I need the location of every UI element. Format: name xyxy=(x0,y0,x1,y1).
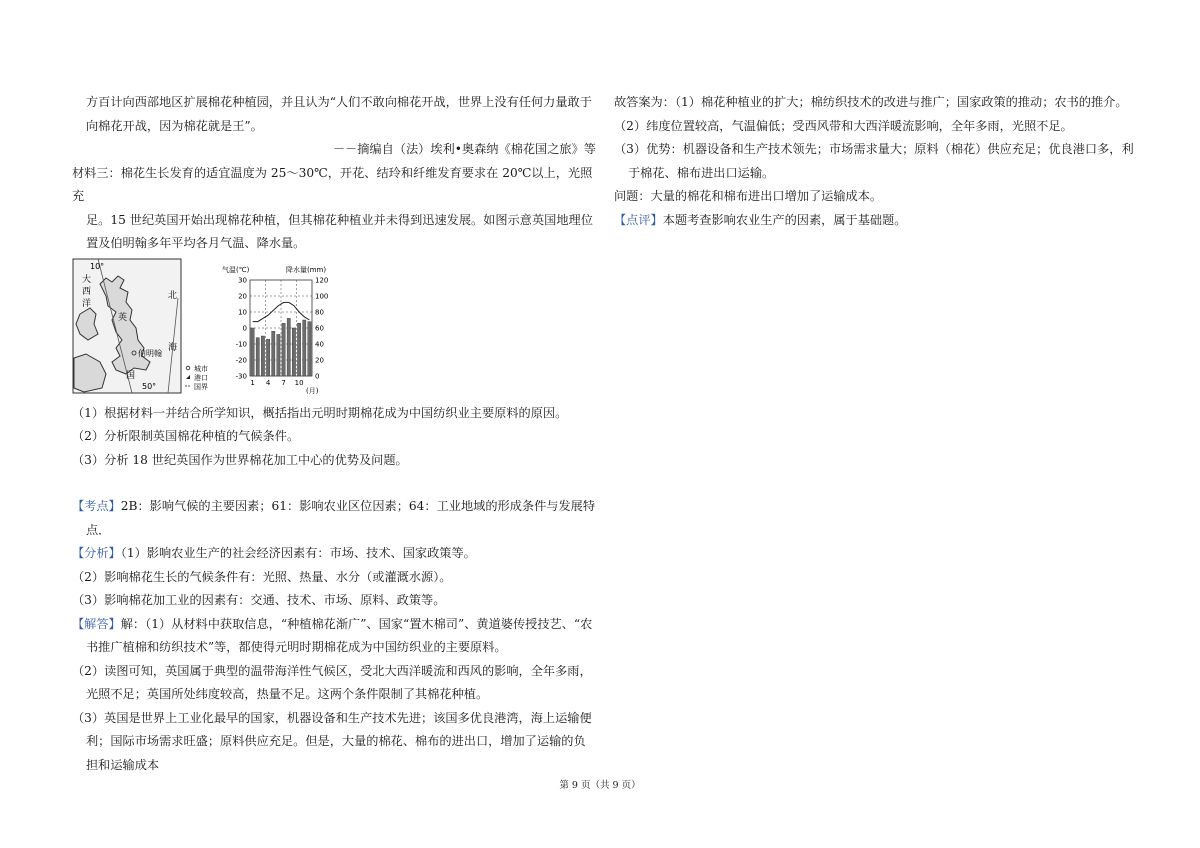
precipitation-bar xyxy=(272,331,275,376)
material-2-tail: 方百计向西部地区扩展棉花种植园，并且认为“人们不敢向棉花开战，世界上没有任何力量敢于 xyxy=(86,95,592,109)
y-tick-label-left: 0 xyxy=(242,324,247,332)
answer-3a: （3）优势：机器设备和生产技术领先；市场需求量大；原料（棉花）供应充足；优良港口多，利 xyxy=(614,142,1134,156)
precipitation-bar xyxy=(303,320,306,376)
y-axis-label-right: 降水量(mm) xyxy=(286,265,327,274)
legend-city: 城市 xyxy=(194,364,208,373)
x-tick-label: 10 xyxy=(294,378,304,387)
jieda-text-1a: 解：（1）从材料中获取信息，“种植棉花渐广”、国家“置木棉司”、黄道婆传授技艺、“农 xyxy=(120,616,593,631)
jieda-3b: 利；国际市场需求旺盛；原料供应充足。但是，大量的棉花、棉布的进出口，增加了运输的负 xyxy=(86,734,586,748)
source-citation: －－摘编自（法）埃利•奥森纳《棉花国之旅》等 xyxy=(332,142,596,156)
x-tick-label: 4 xyxy=(265,378,271,387)
jieda-2a: （2）读图可知，英国属于典型的温带海洋性气候区，受北大西洋暖流和西风的影响，全年多雨， xyxy=(72,663,592,678)
page-footer: 第 9 页（共 9 页） xyxy=(559,780,641,791)
material-2-tail-line2: 向棉花开战，因为棉花就是王”。 xyxy=(86,118,263,133)
x-tick-label: 1 xyxy=(250,378,255,387)
kaodian-line1 xyxy=(72,495,596,519)
legend-port: 港口 xyxy=(194,373,208,382)
country-label-2: 国 xyxy=(126,370,136,381)
y-tick-label-left: -10 xyxy=(235,340,247,348)
sea-label-west-3: 洋 xyxy=(82,298,92,309)
climate-chart xyxy=(220,258,420,396)
precipitation-bar xyxy=(308,321,311,375)
sea-label-east: 海 xyxy=(168,342,178,353)
precipitation-bar xyxy=(256,337,259,375)
precipitation-bar xyxy=(266,339,269,376)
kaodian-line2: 点． xyxy=(86,522,111,537)
fenxi-text-1: （1）影响农业生产的社会经济因素有：市场、技术、国家政策等。 xyxy=(120,546,476,560)
country-label-1: 英 xyxy=(118,312,128,323)
precipitation-bar xyxy=(277,334,280,376)
question-1: （1）根据材料一并结合所学知识，概括指出元明时期棉花成为中国纺织业主要原料的原因。 xyxy=(72,405,568,420)
legend-port-icon xyxy=(186,375,190,379)
y-tick-label-right: 40 xyxy=(315,340,324,348)
kaodian-text: 2B：影响气候的主要因素；61：影响农业区位因素；64：工业地域的形成条件与发展特 xyxy=(120,499,596,513)
y-tick-label-right: 20 xyxy=(315,356,324,364)
y-tick-label-right: 60 xyxy=(315,324,324,332)
question-3: （3）分析 18 世纪英国作为世界棉花加工中心的优势及问题。 xyxy=(72,452,408,467)
precipitation-bar xyxy=(261,336,264,376)
longitude-label-top: 10° xyxy=(90,261,105,271)
legend-border: 国界 xyxy=(194,382,208,391)
legend-city-icon xyxy=(186,366,190,370)
answer-4: 问题：大量的棉花和棉布进出口增加了运输成本。 xyxy=(614,189,883,203)
sea-label-west-2: 西 xyxy=(82,286,92,297)
y-tick-label-right: 100 xyxy=(315,292,329,300)
y-tick-label-left: 20 xyxy=(238,292,247,300)
sea-label-west-1: 大 xyxy=(82,274,92,285)
jieda-tag: 【解答】 xyxy=(72,616,121,631)
material-3-line3: 置及伯明翰多年平均各月气温、降水量。 xyxy=(86,236,306,250)
precipitation-bar xyxy=(251,328,254,376)
precipitation-bar xyxy=(287,318,290,376)
dianping-tag: 【点评】 xyxy=(614,212,663,227)
y-tick-label-left: 10 xyxy=(238,308,247,316)
jieda-3a: （3）英国是世界上工业化最早的国家，机器设备和生产技术先进；该国多优良港湾，海上运输便 xyxy=(72,710,592,725)
y-tick-label-right: 80 xyxy=(315,308,324,316)
city-label: 伯明翰 xyxy=(138,348,162,358)
y-tick-label-right: 120 xyxy=(315,276,329,284)
kaodian-tag: 【考点】 xyxy=(72,499,121,513)
answer-1: 故答案为：（1）棉花种植业的扩大；棉纺织技术的改进与推广；国家政策的推动；农书的推介。 xyxy=(614,95,1128,109)
x-tick-label: 7 xyxy=(281,378,286,387)
jieda-2b: 光照不足；英国所处纬度较高，热量不足。这两个条件限制了其棉花种植。 xyxy=(86,687,489,701)
sea-label-north: 北 xyxy=(168,290,178,301)
answer-3b: 于棉花、棉布进出口运输。 xyxy=(628,165,775,180)
fenxi-2: （2）影响棉花生长的气候条件有：光照、热量、水分（或灌溉水源）。 xyxy=(72,569,452,584)
y-axis-label-left: 气温(℃) xyxy=(222,265,250,274)
y-tick-label-left: -20 xyxy=(235,356,247,364)
y-tick-label-right: 0 xyxy=(315,372,320,380)
figure-britain-map-and-climate-chart xyxy=(72,258,596,396)
plot-area xyxy=(236,276,329,395)
fenxi-tag: 【分析】 xyxy=(72,546,121,560)
jieda-3c: 担和运输成本 xyxy=(86,757,160,772)
x-axis-unit: (月) xyxy=(306,386,319,395)
y-tick-label-left: 30 xyxy=(238,276,247,284)
answer-2: （2）纬度位置较高，气温偏低；受西风带和大西洋暖流影响，全年多雨，光照不足。 xyxy=(614,118,1073,133)
precipitation-bar xyxy=(282,323,285,376)
precipitation-bar xyxy=(292,328,295,376)
left-column xyxy=(72,91,596,777)
material-3-line2: 足。15 世纪英国开始出现棉花种植，但其棉花种植业并未得到迅速发展。如图示意英国地理位 xyxy=(86,212,593,227)
fenxi-3: （3）影响棉花加工业的因素有：交通、技术、市场、原料、政策等。 xyxy=(72,593,446,607)
dianping-text: 本题考查影响农业生产的因素，属于基础题。 xyxy=(662,212,907,227)
jieda-1b: 书推广植棉和纺织技术”等，都使得元明时期棉花成为中国纺织业的主要原料。 xyxy=(86,640,507,654)
fenxi-line1 xyxy=(72,542,596,566)
precipitation-bar xyxy=(297,323,300,376)
question-2: （2）分析限制英国棉花种植的气候条件。 xyxy=(72,429,300,443)
longitude-label-bottom: 50° xyxy=(142,381,157,391)
dianping-line xyxy=(614,209,1138,233)
y-tick-label-left: -30 xyxy=(235,372,247,380)
right-column xyxy=(614,91,1138,232)
material-3-line1: 材料三：棉花生长发育的适宜温度为 25～30℃，开花、结玲和纤维发育要求在 20℃以上，光照充 xyxy=(72,165,593,203)
jieda-line1 xyxy=(72,613,596,637)
